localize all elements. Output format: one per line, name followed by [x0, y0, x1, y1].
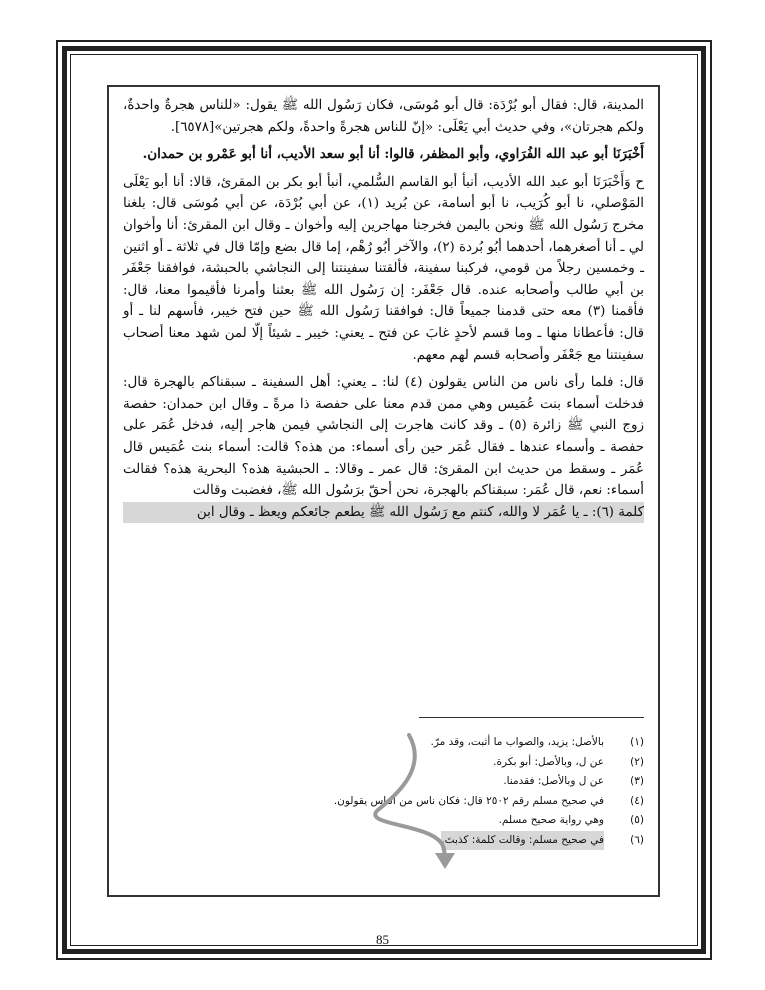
- footnote-item: [123, 753, 644, 773]
- footnote-number: (٦): [630, 833, 644, 846]
- footnote-number: (٢): [630, 755, 644, 768]
- footnote-text: في صحيح مسلم: وقالت كلمة: كذبتَ.: [441, 831, 604, 851]
- footnote-text: وهي رواية صحيح مسلم.: [498, 814, 604, 826]
- footnote-separator: [419, 717, 644, 718]
- footnote-number: (٥): [630, 814, 644, 826]
- main-text: [123, 95, 644, 523]
- footnote-item: [123, 792, 644, 812]
- footnote-text: في صحيح مسلم رقم ٢٥٠٢ قال: فكان ناس من الناس يقولون.: [333, 794, 604, 807]
- paragraph-3: ح وَأَخْبَرَنَا أبو عبد الله الأديب، أنبأ أبو القاسم السُّلمي، أنبأ أبو بكر بن المقرئ، قالا: أنا أبو يَعْلَى المَوْصلي، نا أبو كُرَيب، نا أبو أسامة، عن بُريد (١)، عن أبي بُرْدَة، عن أبي مُوسَى قال: بلغنا مخرج رَسُول الله ﷺ ونحن باليمن فخرجنا مهاجرين إليه وأخوان ـ وقال ابن المقرئ: أنا وأخوان لي ـ أنا أصغرهما، أحدهما أبُو بُردة (٢)، والآخر أبُو رُهْم، إما قال بضع وإمّا قال في ثلاثة ـ أو اثنين ـ وخمسين رجلاً من قومي، فركبنا سفينة، فألقتنا سفينتنا إلى النجاشي بالحبشة، فوافقنا جَعْفَر بن أبي طالب وأصحابه عنده. قال جَعْفَر: إن رَسُول الله ﷺ بعثنا وأمرنا فأقيموا معنا، قال: فأقمنا (٣) معه حتى قدمنا جميعاً قال: فوافقنا رَسُول الله ﷺ حين فتح خيبر، فأسهم لنا ـ أو قال: فأعطانا منها ـ وما قسم لأحدٍ غابَ عن فتح ـ يعني: خيبر ـ شيئاً إلّا لمن شهد معنا أصحاب سفينتنا مع جَعْفَر وأصحابه قسم لهم معهم.: [123, 174, 645, 363]
- footnote-item: [123, 811, 644, 831]
- scanned-page: [107, 85, 660, 897]
- footnote-text: بالأصل: يزيد، والصواب ما أثبت، وقد مرّ.: [430, 736, 604, 748]
- page-number: 85: [376, 932, 389, 947]
- footnotes: [123, 733, 644, 850]
- footnote-text: عن ل وبالأصل: فقدمنا.: [503, 775, 604, 787]
- footnote-item: [123, 733, 644, 753]
- footnote-item-highlighted: [123, 831, 644, 851]
- paragraph-5-highlighted: كلمة (٦): ـ يا عُمَر لا والله، كنتم مع رَسُول الله ﷺ يطعم جائعكم ويعظ ـ وقال ابن: [123, 502, 644, 524]
- footnote-item: [123, 772, 644, 792]
- paragraph-1: المدينة، قال: فقال أبو بُرْدَة: قال أبو مُوسَى، فكان رَسُول الله ﷺ يقول: «للناس هجرةٌ واحدةٌ، ولكم هجرتان»، وفي حديث أبي يَعْلَى: «إنّ للناس هجرةً واحدةً، ولكم هجرتين»[٦٥٧٨].: [123, 98, 644, 135]
- footnote-number: (٤): [630, 794, 644, 807]
- footnote-text: عن ل، وبالأصل: أبو بكرة.: [493, 755, 604, 768]
- paragraph-2: أَخْبَرَنَا أبو عبد الله الفُرَاوي، وأبو المظفر، قالوا: أنا أبو سعد الأديب، أنا أبو عَمْرو بن حمدان.: [142, 146, 644, 163]
- footnote-number: (١): [630, 736, 644, 748]
- footnote-number: (٣): [630, 775, 644, 787]
- paragraph-4: قال: فلما رأى ناس من الناس يقولون (٤) لنا: ـ يعني: أهل السفينة ـ سبقناكم بالهجرة قال: فدخلت أسماء بنت عُمَيس وهي ممن قدم معنا على حفصة ذا مرةً ـ وقال ابن حمدان: حفصة زوج النبي ﷺ زائرة (٥) ـ وقد كانت هاجرت إلى النجاشي فيمن هاجر إليه، فدخل عُمَر على حفصة ـ وأسماء عندها ـ فقال عُمَر حين رأى أسماء: من هذه؟ قالت: أسماء بنت عُمَيس قال عُمَر ـ وسقط من حديث ابن المقرئ: قال عمر ـ وقالا: ـ الحبشية هذه؟ البحرية هذه؟ فقالت أسماء: نعم، قال عُمَر: سبقناكم بالهجرة، نحن أحقّ برَسُول الله ﷺ، فغضبت وقالت: [123, 375, 644, 499]
